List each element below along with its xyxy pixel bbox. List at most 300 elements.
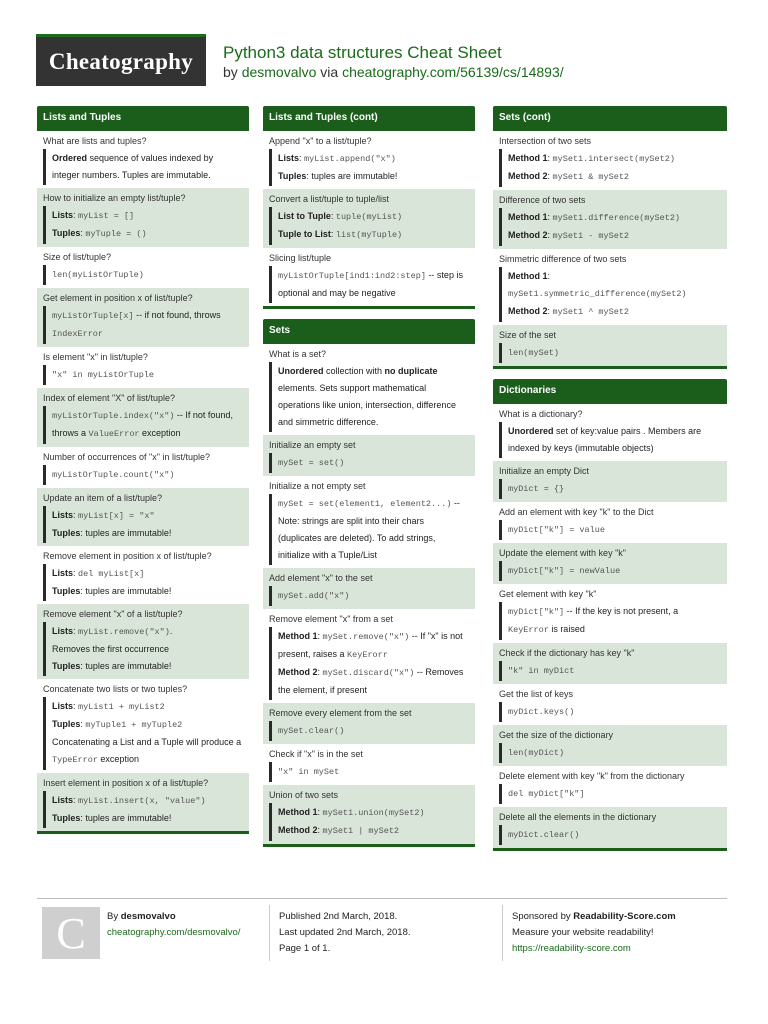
cheat-entry (493, 461, 727, 502)
entry-answer (269, 266, 469, 303)
entry-question: Initialize a not empty set (269, 481, 366, 491)
answer-text: exception (139, 428, 181, 438)
code-snippet: myDict = {} (508, 484, 565, 494)
answer-text: : tuples are immutable! (80, 528, 172, 538)
answer-term: Method 2 (278, 667, 318, 677)
updated-date: Last updated 2nd March, 2018. (279, 927, 411, 938)
entry-question: Index of element "X" of list/tuple? (43, 393, 175, 403)
entry-answer (499, 825, 721, 845)
cheat-entry (493, 190, 727, 249)
cheat-entry (263, 744, 475, 785)
code-snippet: len(myListOrTuple) (52, 270, 144, 280)
answer-text: -- If not found, throws a (52, 410, 233, 438)
cheat-entry (37, 288, 249, 347)
answer-text: -- Removes the element, if present (278, 667, 464, 695)
code-snippet: tuple(myList) (335, 212, 403, 222)
answer-term: Ordered (52, 153, 88, 163)
entry-question: Append "x" to a list/tuple? (269, 136, 372, 146)
entry-answer (499, 267, 721, 322)
entry-question: Size of the set (499, 330, 557, 340)
code-snippet: myTuple = () (85, 229, 147, 239)
answer-line (52, 225, 243, 243)
answer-line (508, 480, 721, 498)
entry-question: Get the list of keys (499, 689, 574, 699)
answer-line (52, 716, 243, 734)
answer-line (52, 507, 243, 525)
entry-answer (43, 406, 243, 444)
code-snippet: mySet1 | mySet2 (322, 826, 400, 836)
answer-text: is raised (548, 624, 585, 634)
cheat-entry (493, 725, 727, 766)
entry-answer (499, 702, 721, 722)
entry-question: Delete element with key "k" from the dictionary (499, 771, 685, 781)
answer-line (52, 207, 243, 225)
code-snippet: mySet.clear() (278, 726, 345, 736)
page-title: Python3 data structures Cheat Sheet (223, 43, 502, 62)
answer-line (508, 227, 721, 245)
answer-line (52, 525, 243, 542)
answer-text: : (73, 701, 79, 711)
footer-by-label: By (107, 911, 121, 922)
answer-line (508, 303, 721, 321)
answer-line (508, 521, 721, 539)
sheet-url-link[interactable]: cheatography.com/56139/cs/14893/ (342, 64, 564, 80)
entry-question: Update an item of a list/tuple? (43, 493, 163, 503)
column-2 (263, 106, 475, 857)
code-snippet: myList.insert(x, "value") (78, 796, 206, 806)
footer-author-block (107, 909, 240, 941)
entry-answer (43, 365, 243, 385)
code-snippet: mySet1.intersect(mySet2) (552, 154, 675, 164)
answer-term: Lists (52, 701, 74, 711)
cheat-entry (263, 248, 475, 306)
code-snippet: myList = [] (78, 211, 135, 221)
cheat-entry (263, 609, 475, 703)
cheat-entry (263, 189, 475, 248)
answer-line (278, 822, 469, 840)
cheat-entry (37, 604, 249, 679)
code-snippet: mySet1.symmetric_difference(mySet2) (508, 289, 687, 299)
entry-answer (499, 479, 721, 499)
answer-text: collection with (323, 366, 385, 376)
answer-text: exception (97, 754, 139, 764)
footer-author-name[interactable]: desmovalvo (120, 911, 176, 922)
entry-question: Check if "x" is in the set (269, 749, 363, 759)
cheat-entry (493, 131, 727, 190)
answer-text: : (73, 568, 79, 578)
answer-line (278, 267, 469, 302)
entry-answer (269, 627, 469, 700)
answer-line (52, 307, 243, 343)
entry-answer (43, 206, 243, 244)
answer-line (52, 565, 243, 583)
answer-line (52, 698, 243, 716)
answer-term: Method 1 (508, 212, 548, 222)
answer-line (278, 804, 469, 822)
cheat-entry (493, 543, 727, 584)
cheat-entry (493, 643, 727, 684)
answer-term: Method 1 (508, 271, 548, 281)
answer-term: Tuples (52, 813, 81, 823)
answer-term: Method 1 (278, 631, 318, 641)
answer-text: : (317, 825, 323, 835)
answer-line (278, 763, 469, 781)
entry-answer (269, 803, 469, 841)
answer-text: -- If the key is not present, a (564, 606, 679, 616)
entry-question: Insert element in position x of a list/tuple? (43, 778, 209, 788)
section-header: Lists and Tuples (cont) (263, 106, 475, 131)
answer-line (508, 703, 721, 721)
section-dictionaries (493, 379, 727, 851)
entry-question: Intersection of two sets (499, 136, 592, 146)
entry-answer (269, 762, 469, 782)
answer-text: : (547, 212, 553, 222)
entry-question: Is element "x" in list/tuple? (43, 352, 148, 362)
section-header: Dictionaries (493, 379, 727, 404)
sponsored-label: Sponsored by (512, 911, 574, 922)
code-snippet: mySet.discard("x") (322, 668, 415, 678)
code-snippet: KeyErorr (347, 650, 388, 660)
answer-line (508, 285, 721, 303)
author-avatar: C (42, 907, 100, 959)
answer-line (52, 641, 243, 658)
entry-question: What is a dictionary? (499, 409, 583, 419)
code-snippet: myTuple1 + myTuple2 (85, 720, 183, 730)
code-snippet: myList1 + myList2 (78, 702, 165, 712)
entry-answer (43, 149, 243, 185)
entry-question: Size of list/tuple? (43, 252, 112, 262)
entry-question: Initialize an empty Dict (499, 466, 590, 476)
code-snippet: myList.remove("x") (78, 627, 170, 637)
entry-answer (499, 784, 721, 804)
code-snippet: myListOrTuple[ind1:ind2:step] (278, 271, 426, 281)
answer-text: Removes the first occurrence (52, 644, 170, 654)
cheat-entry (493, 766, 727, 807)
answer-line (52, 366, 243, 384)
entry-answer (43, 564, 243, 601)
cheat-entry (493, 404, 727, 461)
entry-question: How to initialize an empty list/tuple? (43, 193, 186, 203)
entry-question: Get the size of the dictionary (499, 730, 614, 740)
code-snippet: mySet1 & mySet2 (552, 172, 630, 182)
entry-question: Update the element with key "k" (499, 548, 626, 558)
entry-answer (269, 207, 469, 245)
answer-text: -- If "x" is not present, raises a (278, 631, 463, 659)
entry-question: Remove element "x" from a set (269, 614, 393, 624)
code-snippet: mySet1 - mySet2 (552, 231, 630, 241)
entry-question: Remove every element from the set (269, 708, 412, 718)
answer-line (278, 664, 469, 699)
code-snippet: "x" in myListOrTuple (52, 370, 155, 380)
entry-answer (499, 149, 721, 187)
code-snippet: myListOrTuple.index("x") (52, 411, 175, 421)
footer-dates-block (279, 909, 411, 957)
answer-term: Tuples (52, 228, 81, 238)
answer-term: Tuples (52, 719, 81, 729)
entry-answer (43, 265, 243, 285)
cheat-entry (493, 684, 727, 725)
answer-line (508, 268, 721, 285)
cheat-entry (263, 131, 475, 189)
code-snippet: mySet = set() (278, 458, 345, 468)
answer-term: Tuples (52, 586, 81, 596)
entry-question: Initialize an empty set (269, 440, 356, 450)
entry-question: Add an element with key "k" to the Dict (499, 507, 654, 517)
code-snippet: myDict["k"] = newValue (508, 566, 621, 576)
answer-text: : (317, 631, 323, 641)
entry-answer (43, 306, 243, 344)
entry-answer (499, 520, 721, 540)
published-date: Published 2nd March, 2018. (279, 911, 398, 922)
entry-answer (269, 494, 469, 565)
entry-answer (499, 343, 721, 363)
answer-text: : (80, 228, 86, 238)
code-snippet: IndexError (52, 329, 104, 339)
column-1 (37, 106, 249, 844)
code-snippet: mySet1 ^ mySet2 (552, 307, 630, 317)
entry-question: Slicing list/tuple (269, 253, 332, 263)
code-snippet: mySet.add("x") (278, 591, 350, 601)
code-snippet: del myDict["k"] (508, 789, 585, 799)
answer-line (508, 150, 721, 168)
answer-term: Unordered (508, 426, 554, 436)
cheat-entry (37, 679, 249, 773)
answer-line (278, 363, 469, 431)
answer-text: : (317, 667, 323, 677)
answer-term: Method 2 (508, 171, 548, 181)
answer-text: set of key:value pairs . Members are indexed by keys (immutable objects) (508, 426, 702, 453)
answer-text: : (299, 153, 305, 163)
answer-line (52, 623, 243, 641)
cheat-entry (263, 703, 475, 744)
answer-line (52, 407, 243, 443)
by-label: by (223, 64, 242, 80)
cheat-entry (493, 325, 727, 366)
answer-line (508, 344, 721, 362)
cheatography-logo[interactable]: Cheatography (36, 34, 206, 86)
code-snippet: del myList[x] (78, 569, 145, 579)
cheat-entry (263, 476, 475, 568)
sponsor-tagline: Measure your website readability! (512, 927, 654, 938)
author-link[interactable]: desmovalvo (241, 64, 317, 80)
entry-answer (269, 362, 469, 432)
answer-line (52, 658, 243, 675)
entry-question: Delete all the elements in the dictionary (499, 812, 657, 822)
answer-text: . (169, 626, 173, 636)
answer-line (278, 628, 469, 664)
answer-line (52, 266, 243, 284)
entry-answer (269, 721, 469, 741)
cheat-entry (263, 785, 475, 844)
answer-text: : (547, 271, 551, 281)
answer-text: : (73, 795, 79, 805)
entry-answer (43, 697, 243, 770)
code-snippet: myListOrTuple[x] (52, 311, 134, 321)
answer-line (278, 150, 469, 168)
code-snippet: KeyError (508, 625, 549, 635)
entry-question: Number of occurrences of "x" in list/tuple? (43, 452, 210, 462)
answer-term: Lists (52, 568, 74, 578)
answer-text: sequence of values indexed by integer numbers. Tuples are immutable. (52, 153, 214, 180)
entry-question: Get element in position x of list/tuple? (43, 293, 193, 303)
entry-question: Concatenate two lists or two tuples? (43, 684, 188, 694)
section-sets (263, 319, 475, 847)
cheat-entry (37, 546, 249, 604)
footer-author-url[interactable]: cheatography.com/desmovalvo/ (107, 927, 241, 938)
entry-question: Add element "x" to the set (269, 573, 373, 583)
answer-term: Tuples (52, 528, 81, 538)
answer-term: Method 1 (278, 807, 318, 817)
code-snippet: mySet1.union(mySet2) (322, 808, 425, 818)
answer-line (508, 826, 721, 844)
answer-term: List to Tuple (278, 211, 331, 221)
code-snippet: len(myDict) (508, 748, 565, 758)
entry-answer (269, 149, 469, 186)
entry-answer (43, 465, 243, 485)
entry-question: Convert a list/tuple to tuple/list (269, 194, 390, 204)
entry-question: Remove element in position x of list/tuple? (43, 551, 212, 561)
answer-text: : (80, 719, 86, 729)
answer-line (508, 209, 721, 227)
entry-answer (499, 208, 721, 246)
code-snippet: mySet1.difference(mySet2) (552, 213, 681, 223)
answer-text: -- if not found, throws (133, 310, 221, 320)
answer-line (278, 722, 469, 740)
answer-line (278, 587, 469, 605)
answer-text: : tuples are immutable! (306, 171, 398, 181)
answer-text: : (330, 211, 336, 221)
section-header: Lists and Tuples (37, 106, 249, 131)
cheat-entry (37, 388, 249, 447)
answer-term: Method 1 (508, 153, 548, 163)
cheat-entry (493, 249, 727, 325)
section-lists-and-tuples (37, 106, 249, 834)
answer-text: : (547, 230, 553, 240)
answer-text: -- Note: strings are split into their chars (duplicates are deleted). To add strings, initialize with a Tuple/List (278, 498, 460, 560)
section-header: Sets (cont) (493, 106, 727, 131)
cheat-entry (37, 488, 249, 546)
answer-term: Method 2 (508, 306, 548, 316)
page-subtitle (223, 64, 564, 80)
entry-question: Check if the dictionary has key "k" (499, 648, 635, 658)
cheat-entry (37, 347, 249, 388)
answer-text: : tuples are immutable! (80, 586, 172, 596)
answer-term: Tuple to List (278, 229, 331, 239)
code-snippet: myDict.keys() (508, 707, 575, 717)
section-lists-and-tuples-cont (263, 106, 475, 309)
answer-text: : tuples are immutable! (80, 661, 172, 671)
page-number: Page 1 of 1. (279, 943, 331, 954)
cheat-entry (37, 773, 249, 831)
answer-term: Lists (278, 153, 300, 163)
code-snippet: myDict["k"] = value (508, 525, 605, 535)
cheat-entry (493, 807, 727, 848)
answer-term: Method 2 (278, 825, 318, 835)
answer-line (508, 168, 721, 186)
answer-line (52, 466, 243, 484)
code-snippet: ValueError (88, 429, 140, 439)
cheat-entry (37, 131, 249, 188)
answer-line (278, 495, 469, 564)
entry-question: Union of two sets (269, 790, 339, 800)
entry-question: Remove element "x" of a list/tuple? (43, 609, 183, 619)
entry-answer (499, 661, 721, 681)
answer-text: elements. Sets support mathematical operations like union, intersection, difference and simmetric difference. (278, 383, 456, 427)
answer-term: Tuples (278, 171, 307, 181)
answer-text: : (547, 306, 553, 316)
answer-line (52, 150, 243, 184)
cheat-entry (37, 188, 249, 247)
via-label: via (316, 64, 343, 80)
answer-term: Lists (52, 210, 74, 220)
entry-question: What are lists and tuples? (43, 136, 147, 146)
cheat-entry (493, 584, 727, 643)
cheat-entry (37, 247, 249, 288)
code-snippet: myDict.clear() (508, 830, 580, 840)
code-snippet: "k" in myDict (508, 666, 575, 676)
code-snippet: myDict["k"] (508, 607, 565, 617)
entry-answer (43, 791, 243, 828)
answer-line (508, 744, 721, 762)
code-snippet: myListOrTuple.count("x") (52, 470, 175, 480)
answer-text: : (317, 807, 323, 817)
answer-line (52, 734, 243, 769)
cheat-entry (263, 435, 475, 476)
entry-answer (269, 453, 469, 473)
answer-text: : tuples are immutable! (80, 813, 172, 823)
answer-text: : (547, 153, 553, 163)
sponsor-url[interactable]: https://readability-score.com (512, 943, 631, 954)
answer-line (52, 810, 243, 827)
answer-line (508, 423, 721, 457)
entry-answer (499, 422, 721, 458)
answer-term: Method 2 (508, 230, 548, 240)
answer-line (508, 662, 721, 680)
code-snippet: myList[x] = "x" (78, 511, 155, 521)
answer-text: : (73, 626, 79, 636)
entry-answer (499, 743, 721, 763)
entry-question: Simmetric difference of two sets (499, 254, 627, 264)
entry-question: Difference of two sets (499, 195, 586, 205)
answer-text: -- step is optional and may be negative (278, 270, 463, 298)
answer-line (278, 168, 469, 185)
answer-line (278, 226, 469, 244)
entry-answer (43, 622, 243, 676)
sponsor-name[interactable]: Readability-Score.com (573, 911, 676, 922)
answer-line (52, 792, 243, 810)
answer-text: : (73, 510, 79, 520)
answer-text: Concatenating a List and a Tuple will produce a (52, 737, 242, 747)
cheat-entry (263, 568, 475, 609)
column-3 (493, 106, 727, 861)
section-header: Sets (263, 319, 475, 344)
answer-line (508, 562, 721, 580)
answer-text: : (73, 210, 79, 220)
code-snippet: list(myTuple) (335, 230, 403, 240)
code-snippet: TypeError (52, 755, 98, 765)
answer-line (278, 208, 469, 226)
entry-answer (43, 506, 243, 543)
code-snippet: "x" in mySet (278, 767, 340, 777)
code-snippet: mySet.remove("x") (322, 632, 410, 642)
answer-line (508, 603, 721, 639)
code-snippet: myList.append("x") (304, 154, 396, 164)
entry-answer (499, 561, 721, 581)
entry-answer (269, 586, 469, 606)
cheat-entry (493, 502, 727, 543)
code-snippet: mySet = set(element1, element2...) (278, 499, 452, 509)
answer-line (52, 583, 243, 600)
